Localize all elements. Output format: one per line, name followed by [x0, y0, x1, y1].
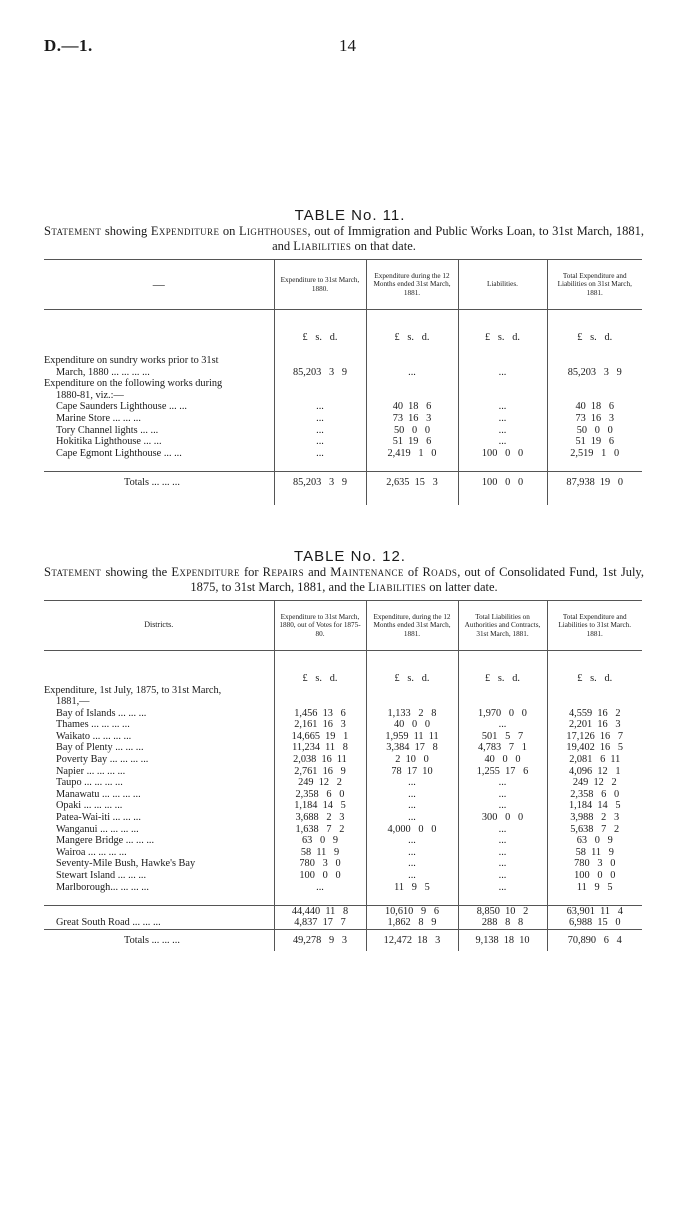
- unit-label: £ s. d.: [366, 651, 458, 685]
- amount-cell: ...: [274, 436, 366, 448]
- caption-text: on: [219, 224, 239, 238]
- table-row: [44, 777, 642, 789]
- amount-cell: [547, 390, 642, 402]
- amount-cell: 5,638 7 2: [547, 824, 642, 836]
- amount-cell: 8,850 10 2: [458, 905, 547, 917]
- amount-cell: 2 10 0: [366, 754, 458, 766]
- amount-cell: 2,761 16 9: [274, 766, 366, 778]
- row-label: Waikato ... ... ... ...: [56, 730, 132, 742]
- amount-cell: [458, 685, 547, 697]
- table-11: [44, 259, 642, 505]
- amount-cell: ...: [366, 812, 458, 824]
- amount-cell: 49,278 9 3: [274, 929, 366, 951]
- caption-smallcaps-word: Expenditure: [150, 224, 220, 238]
- row-label: Stewart Island ... ... ...: [56, 870, 147, 881]
- amount-cell: 63 0 9: [274, 835, 366, 847]
- table-row: [44, 708, 642, 720]
- amount-cell: 51 19 6: [366, 436, 458, 448]
- table-row: [44, 436, 642, 448]
- amount-cell: 9,138 18 10: [458, 929, 547, 951]
- row-label: Bay of Islands ... ... ...: [56, 707, 147, 719]
- amount-cell: ...: [366, 847, 458, 859]
- column-header: Expenditure, during the 12 Months ended 31st March, 1881.: [366, 601, 458, 651]
- unit-label: £ s. d.: [458, 651, 547, 685]
- amount-cell: [458, 355, 547, 367]
- amount-cell: 2,081 6 11: [547, 754, 642, 766]
- amount-cell: 249 12 2: [274, 777, 366, 789]
- column-header: Expenditure to 31st March, 1880, out of Votes for 1875-80.: [274, 601, 366, 651]
- column-header: Total Expenditure and Liabilities to 31st March. 1881.: [547, 601, 642, 651]
- amount-cell: 780 3 0: [547, 858, 642, 870]
- table-row: [44, 685, 642, 697]
- amount-cell: 87,938 19 0: [547, 472, 642, 494]
- caption-text: showing: [101, 224, 151, 238]
- amount-cell: 1,184 14 5: [547, 800, 642, 812]
- amount-cell: 3,384 17 8: [366, 742, 458, 754]
- spacer-row: [44, 344, 642, 356]
- amount-cell: 4,000 0 0: [366, 824, 458, 836]
- table-12-caption: [44, 565, 644, 595]
- amount-cell: 2,201 16 3: [547, 719, 642, 731]
- amount-cell: 1,255 17 6: [458, 766, 547, 778]
- totals-row: [44, 472, 642, 494]
- row-label: Thames ... ... ... ...: [56, 719, 130, 731]
- amount-cell: 1,862 8 9: [366, 917, 458, 929]
- row-label: Patea-Wai-iti ... ... ...: [56, 812, 141, 824]
- amount-cell: 73 16 3: [366, 413, 458, 425]
- table-row: [44, 917, 642, 929]
- row-label: Expenditure, 1st July, 1875, to 31st March,: [44, 684, 222, 696]
- amount-cell: 11 9 5: [547, 882, 642, 894]
- table-12-title: TABLE No. 12.: [294, 548, 406, 565]
- caption-smallcaps-word: Repairs: [262, 565, 304, 579]
- row-label: Opaki ... ... ... ...: [56, 800, 123, 812]
- amount-cell: 2,161 16 3: [274, 719, 366, 731]
- table-row: [44, 425, 642, 437]
- table-row: [44, 413, 642, 425]
- subtotal-row: [44, 905, 642, 917]
- amount-cell: ...: [274, 448, 366, 460]
- currency-units-row: [44, 651, 642, 685]
- amount-cell: [274, 685, 366, 697]
- amount-cell: [547, 685, 642, 697]
- caption-smallcaps-word: Expenditure: [171, 565, 240, 579]
- amount-cell: [366, 378, 458, 390]
- amount-cell: 85,203 3 9: [547, 367, 642, 379]
- amount-cell: 85,203 3 9: [274, 367, 366, 379]
- spacer-row: [44, 494, 642, 506]
- table-row: [44, 824, 642, 836]
- amount-cell: ...: [458, 835, 547, 847]
- unit-label: £ s. d.: [547, 651, 642, 685]
- amount-cell: ...: [458, 425, 547, 437]
- table-row: [44, 731, 642, 743]
- unit-label: [44, 651, 274, 685]
- amount-cell: 780 3 0: [274, 858, 366, 870]
- table-row: [44, 870, 642, 882]
- amount-cell: 1,638 7 2: [274, 824, 366, 836]
- amount-cell: ...: [458, 800, 547, 812]
- table-row: [44, 882, 642, 894]
- amount-cell: 51 19 6: [547, 436, 642, 448]
- amount-cell: [547, 696, 642, 708]
- row-label: Cape Egmont Lighthouse ... ...: [56, 447, 182, 459]
- column-header: —: [152, 277, 165, 292]
- amount-cell: 19,402 16 5: [547, 742, 642, 754]
- table-row: [44, 742, 642, 754]
- amount-cell: 85,203 3 9: [274, 472, 366, 494]
- row-label: Mangere Bridge ... ... ...: [56, 835, 155, 847]
- amount-cell: ...: [274, 413, 366, 425]
- table-row: [44, 847, 642, 859]
- amount-cell: [547, 355, 642, 367]
- caption-text: of: [403, 565, 423, 579]
- row-label: March, 1880 ... ... ... ...: [56, 366, 150, 378]
- amount-cell: 1,959 11 11: [366, 731, 458, 743]
- row-label: Great South Road ... ... ...: [56, 917, 161, 929]
- amount-cell: ...: [366, 835, 458, 847]
- amount-cell: 2,635 15 3: [366, 472, 458, 494]
- amount-cell: 3,988 2 3: [547, 812, 642, 824]
- amount-cell: [274, 390, 366, 402]
- column-header: Liabilities.: [458, 260, 547, 310]
- amount-cell: 12,472 18 3: [366, 929, 458, 951]
- amount-cell: 11 9 5: [366, 882, 458, 894]
- amount-cell: 288 8 8: [458, 917, 547, 929]
- amount-cell: ...: [458, 719, 547, 731]
- row-label: Totals ... ... ...: [124, 476, 180, 488]
- table-row: [44, 800, 642, 812]
- column-header: Expenditure to 31st March, 1880.: [274, 260, 366, 310]
- row-label: 1880-81, viz.:—: [56, 389, 124, 401]
- amount-cell: 40 18 6: [547, 401, 642, 413]
- caption-smallcaps-word: Roads: [422, 565, 458, 579]
- caption-smallcaps-word: Statement: [44, 565, 102, 579]
- row-label: Seventy-Mile Bush, Hawke's Bay: [56, 858, 196, 870]
- row-label: Wairoa ... ... ... ...: [56, 846, 127, 858]
- amount-cell: ...: [274, 882, 366, 894]
- amount-cell: 73 16 3: [547, 413, 642, 425]
- amount-cell: 4,837 17 7: [274, 917, 366, 929]
- amount-cell: [274, 696, 366, 708]
- amount-cell: 100 0 0: [458, 472, 547, 494]
- amount-cell: ...: [274, 425, 366, 437]
- row-label: Bay of Plenty ... ... ...: [56, 742, 144, 754]
- amount-cell: ...: [458, 789, 547, 801]
- amount-cell: 17,126 16 7: [547, 731, 642, 743]
- amount-cell: 2,519 1 0: [547, 448, 642, 460]
- amount-cell: [366, 696, 458, 708]
- caption-text: on that date.: [351, 239, 416, 253]
- row-label: Taupo ... ... ... ...: [56, 777, 123, 789]
- row-label: 1881,—: [56, 696, 90, 708]
- amount-cell: ...: [366, 800, 458, 812]
- amount-cell: 4,559 16 2: [547, 708, 642, 720]
- amount-cell: 1,456 13 6: [274, 708, 366, 720]
- amount-cell: 11,234 11 8: [274, 742, 366, 754]
- table-row: [44, 378, 642, 390]
- unit-label: £ s. d.: [274, 310, 366, 344]
- amount-cell: 300 0 0: [458, 812, 547, 824]
- amount-cell: 50 0 0: [547, 425, 642, 437]
- amount-cell: 44,440 11 8: [274, 905, 366, 917]
- amount-cell: 249 12 2: [547, 777, 642, 789]
- row-label: Poverty Bay ... ... ... ...: [56, 754, 149, 766]
- table-row: [44, 696, 642, 708]
- amount-cell: 1,184 14 5: [274, 800, 366, 812]
- amount-cell: 4,096 12 1: [547, 766, 642, 778]
- row-label: Marine Store ... ... ...: [56, 413, 141, 425]
- caption-smallcaps-word: Maintenance: [330, 565, 404, 579]
- amount-cell: 501 5 7: [458, 731, 547, 743]
- amount-cell: ...: [458, 777, 547, 789]
- amount-cell: 40 0 0: [458, 754, 547, 766]
- table-row: [44, 448, 642, 460]
- caption-smallcaps-word: Liabilities: [368, 580, 427, 594]
- caption-text: , out of Immigration and Public Works Loan, to 31st March, 1881, and: [272, 224, 644, 253]
- amount-cell: ...: [366, 870, 458, 882]
- unit-label: [44, 310, 274, 344]
- table-12: [44, 600, 642, 951]
- unit-label: £ s. d.: [458, 310, 547, 344]
- amount-cell: [458, 378, 547, 390]
- amount-cell: 1,133 2 8: [366, 708, 458, 720]
- column-header: Expenditure during the 12 Months ended 31st March, 1881.: [366, 260, 458, 310]
- amount-cell: 40 18 6: [366, 401, 458, 413]
- amount-cell: ...: [458, 882, 547, 894]
- table-row: [44, 835, 642, 847]
- row-label: Napier ... ... ... ...: [56, 765, 126, 777]
- amount-cell: 50 0 0: [366, 425, 458, 437]
- row-label: Manawatu ... ... ... ...: [56, 788, 141, 800]
- amount-cell: ...: [366, 858, 458, 870]
- amount-cell: 6,988 15 0: [547, 917, 642, 929]
- amount-cell: ...: [458, 847, 547, 859]
- row-label: Tory Channel lights ... ...: [56, 424, 159, 436]
- table-row: [44, 858, 642, 870]
- amount-cell: [366, 355, 458, 367]
- amount-cell: 58 11 9: [547, 847, 642, 859]
- document-code: D.—1.: [44, 36, 93, 55]
- spacer-row: [44, 459, 642, 471]
- amount-cell: 10,610 9 6: [366, 905, 458, 917]
- row-label: Totals ... ... ...: [124, 934, 180, 946]
- amount-cell: ...: [274, 401, 366, 413]
- caption-smallcaps-word: Statement: [44, 224, 102, 238]
- amount-cell: 2,038 16 11: [274, 754, 366, 766]
- unit-label: £ s. d.: [366, 310, 458, 344]
- amount-cell: 58 11 9: [274, 847, 366, 859]
- column-header: Total Liabilities on Authorities and Contracts, 31st March, 1881.: [458, 601, 547, 651]
- table-row: [44, 355, 642, 367]
- caption-text: on latter date.: [426, 580, 498, 594]
- amount-cell: ...: [458, 870, 547, 882]
- caption-text: , out of Consolidated Fund, 1st July, 1875, to 31st March, 1881, and the: [190, 565, 644, 594]
- table-row: [44, 390, 642, 402]
- amount-cell: [458, 390, 547, 402]
- amount-cell: ...: [458, 824, 547, 836]
- column-header: Districts.: [144, 620, 174, 630]
- amount-cell: 100 0 0: [458, 448, 547, 460]
- amount-cell: 3,688 2 3: [274, 812, 366, 824]
- amount-cell: 14,665 19 1: [274, 731, 366, 743]
- amount-cell: ...: [458, 436, 547, 448]
- amount-cell: 2,358 6 0: [274, 789, 366, 801]
- row-label: Wanganui ... ... ... ...: [56, 823, 139, 835]
- amount-cell: ...: [458, 401, 547, 413]
- column-header: Total Expenditure and Liabilities on 31st March, 1881.: [547, 260, 642, 310]
- amount-cell: 4,783 7 1: [458, 742, 547, 754]
- currency-units-row: [44, 310, 642, 344]
- table-row: [44, 719, 642, 731]
- amount-cell: [547, 378, 642, 390]
- amount-cell: ...: [458, 367, 547, 379]
- table-row: [44, 367, 642, 379]
- row-label: Cape Saunders Lighthouse ... ...: [56, 401, 187, 413]
- caption-smallcaps-word: Liabilities: [293, 239, 352, 253]
- amount-cell: [366, 390, 458, 402]
- row-label: Expenditure on sundry works prior to 31st: [44, 355, 219, 367]
- amount-cell: [274, 378, 366, 390]
- amount-cell: 78 17 10: [366, 766, 458, 778]
- table-row: [44, 812, 642, 824]
- table-row: [44, 401, 642, 413]
- table-row: [44, 789, 642, 801]
- page-number: 14: [339, 36, 356, 55]
- amount-cell: ...: [366, 789, 458, 801]
- amount-cell: [274, 355, 366, 367]
- unit-label: £ s. d.: [274, 651, 366, 685]
- table-row: [44, 766, 642, 778]
- amount-cell: ...: [458, 413, 547, 425]
- amount-cell: 70,890 6 4: [547, 929, 642, 951]
- caption-text: for: [239, 565, 263, 579]
- unit-label: £ s. d.: [547, 310, 642, 344]
- amount-cell: [366, 685, 458, 697]
- totals-row: [44, 929, 642, 951]
- amount-cell: 63 0 9: [547, 835, 642, 847]
- table-row: [44, 754, 642, 766]
- amount-cell: 100 0 0: [274, 870, 366, 882]
- amount-cell: 1,970 0 0: [458, 708, 547, 720]
- spacer-row: [44, 893, 642, 905]
- row-label: Hokitika Lighthouse ... ...: [56, 436, 162, 448]
- amount-cell: ...: [366, 367, 458, 379]
- amount-cell: 2,358 6 0: [547, 789, 642, 801]
- caption-smallcaps-word: Lighthouses: [238, 224, 308, 238]
- amount-cell: [458, 696, 547, 708]
- amount-cell: 2,419 1 0: [366, 448, 458, 460]
- amount-cell: 40 0 0: [366, 719, 458, 731]
- table-11-title: TABLE No. 11.: [294, 207, 406, 224]
- caption-text: showing the: [101, 565, 172, 579]
- amount-cell: 100 0 0: [547, 870, 642, 882]
- table-11-caption: [44, 224, 644, 254]
- caption-text: and: [304, 565, 331, 579]
- amount-cell: 63,901 11 4: [547, 905, 642, 917]
- amount-cell: ...: [458, 858, 547, 870]
- row-label: Marlborough... ... ... ...: [56, 881, 149, 893]
- amount-cell: ...: [366, 777, 458, 789]
- row-label: Expenditure on the following works during: [44, 378, 223, 390]
